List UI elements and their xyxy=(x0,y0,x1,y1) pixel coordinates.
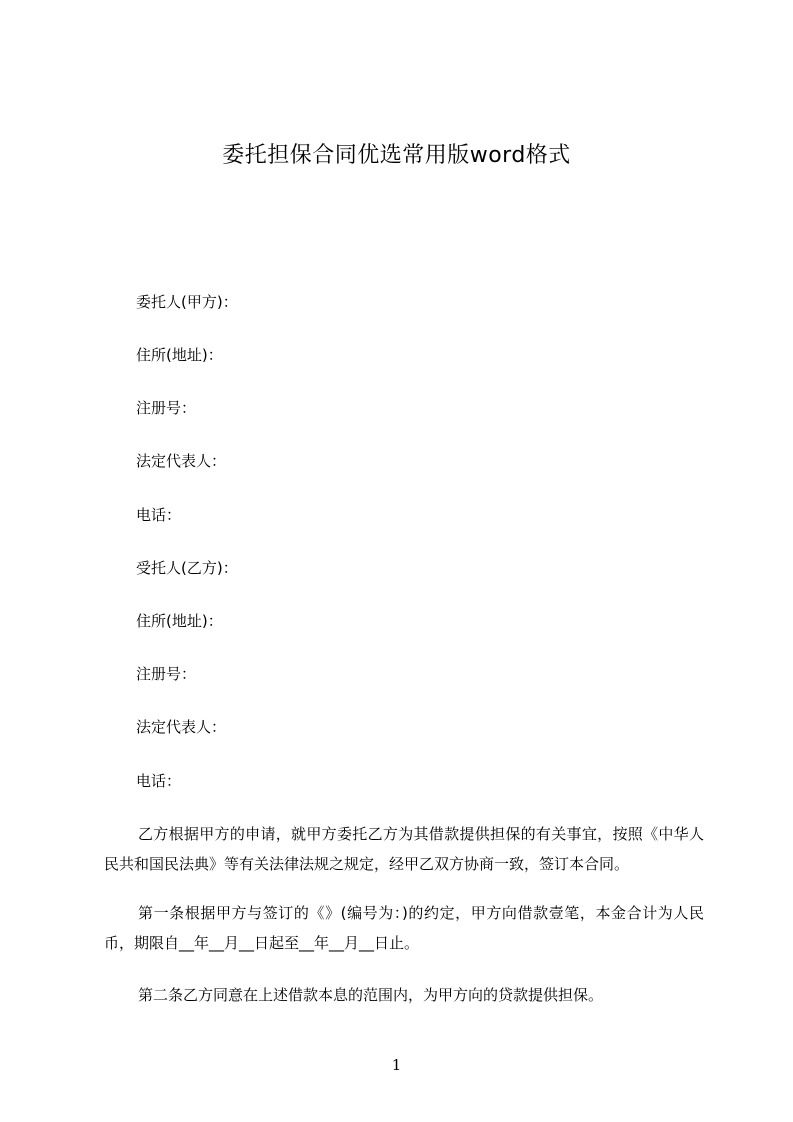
field-trustee-registration: 注册号： xyxy=(136,665,197,683)
paragraph-article-1: 第一条根据甲方与签订的《》(编号为：)的约定，甲方向借款壹笔，本金合计为人民币，期限自__年__月__日起至__年__月__日止。 xyxy=(104,904,704,952)
field-principal-registration: 注册号： xyxy=(136,399,197,417)
field-trustee-legal-rep: 法定代表人： xyxy=(136,718,227,736)
field-trustee-address: 住所(地址)： xyxy=(136,612,223,630)
field-trustee: 受托人(乙方)： xyxy=(136,559,238,577)
field-principal-legal-rep: 法定代表人： xyxy=(136,452,227,470)
field-principal-phone: 电话： xyxy=(136,506,182,524)
field-trustee-phone: 电话： xyxy=(136,772,182,790)
paragraph-article-2: 第二条乙方同意在上述借款本息的范围内，为甲方向的贷款提供担保。 xyxy=(138,986,604,1004)
field-principal: 委托人(甲方)： xyxy=(136,293,238,311)
field-principal-address: 住所(地址)： xyxy=(136,346,223,364)
page-number: 1 xyxy=(391,1056,402,1074)
paragraph-preamble: 乙方根据甲方的申请，就甲方委托乙方为其借款提供担保的有关事宜，按照《中华人民共和国民法典》等有关法律法规之规定，经甲乙双方协商一致，签订本合同。 xyxy=(104,825,704,873)
document-title: 委托担保合同优选常用版word格式 xyxy=(222,143,571,168)
